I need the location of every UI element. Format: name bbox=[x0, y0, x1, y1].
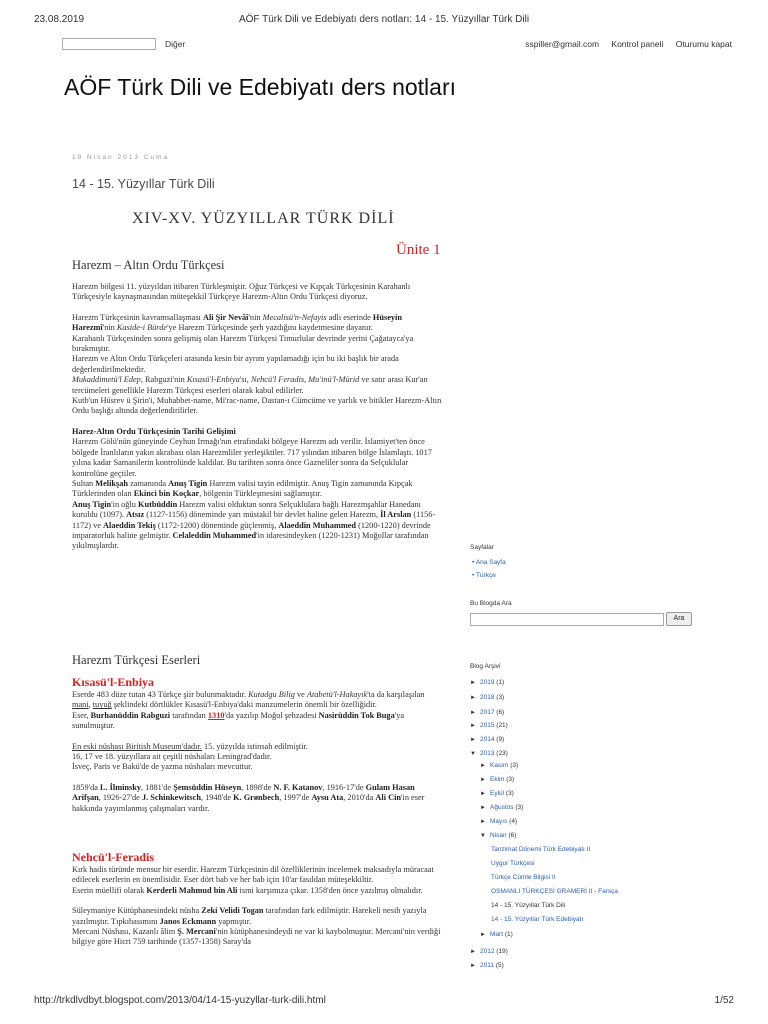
navbar-search-input[interactable] bbox=[62, 38, 156, 50]
section-heading-works: Harezm Türkçesi Eserleri bbox=[72, 653, 201, 667]
sidebar-pages-title: Sayfalar bbox=[470, 544, 494, 551]
sidebar-search-button[interactable]: Ara bbox=[666, 612, 692, 626]
section-heading-harezm: Harezm – Altın Ordu Türkçesi bbox=[72, 258, 225, 272]
expand-arrow-icon[interactable]: ► bbox=[470, 737, 476, 743]
post-body-part3: Kırk hadis türünde mensur bir eserdir. Harezm Türkçesinin dil özelliklerinin incelemek maksadıyla müracaat edilecek eserlerin en önemlisidir. Eser dört bab ve her bab için 10'ar fasıldan müteşekkiltir. Eserin müellifi olarak Kerderli Mahmud bin Ali ismi karşımıza çıkar. 1358'den önce yazılmış olmalıdır. Süleymaniye Kütüphanesindeki nüsha Zeki Velidi Togan tarafından fark edilmiştir. Harekeli nesih yazıyla yazılmıştır. Tıpkıbasımını Janos Eckmann yapmıştır. Mercani Nüshası, Kazanlı âlim Ş. Mercani'nin kütüphanesindeydi ne var ki kaybolmuştur. Mercani'nin verdiği bilgiye göre Hicri 759 tarihinde (1357-1358) Saray'da bbox=[72, 865, 441, 947]
archive-post-link[interactable]: Uygur Türkçesi bbox=[491, 860, 535, 867]
navbar-logout-link[interactable]: Oturumu kapat bbox=[675, 39, 732, 49]
main-heading: XIV-XV. YÜZYILLAR TÜRK DİLİ bbox=[132, 210, 395, 227]
archive-year-2012[interactable]: ► 2012 (19) bbox=[470, 948, 508, 955]
archive-post-current[interactable]: 14 - 15. Yüzyıllar Türk Dili bbox=[491, 902, 566, 909]
archive-month-mayis[interactable]: ► Mayıs (4) bbox=[480, 818, 518, 825]
expand-arrow-icon[interactable]: ► bbox=[480, 819, 486, 825]
collapse-arrow-icon[interactable]: ▼ bbox=[470, 751, 476, 757]
expand-arrow-icon[interactable]: ► bbox=[480, 932, 486, 938]
expand-arrow-icon[interactable]: ► bbox=[480, 763, 486, 769]
print-title: AÖF Türk Dili ve Edebiyatı ders notları: 14 - 15. Yüzyıllar Türk Dili bbox=[238, 14, 530, 25]
archive-month-ekim[interactable]: ► Ekim (3) bbox=[480, 776, 515, 783]
navbar-email[interactable]: sspiller@gmail.com bbox=[525, 39, 600, 49]
archive-year-2019[interactable]: ► 2019 (1) bbox=[470, 679, 505, 686]
blogger-navbar bbox=[62, 36, 732, 52]
post-title[interactable]: 14 - 15. Yüzyıllar Türk Dili bbox=[72, 177, 215, 191]
post-body-part2: Eserde 483 düze tutan 43 Türkçe şiir bulunmaktadır. Kutadgu Bilig ve Atabetü'l-Hakayık'ta da karşılaşılan mani, tuyuğ şeklindeki dörtlükler Kısasü'l-Enbiya'daki manzumelerin önemli bir özelliğidir. Eser, Burhanüddin Rabguzi tarafından 1310'da yazılıp Moğol şehzadesi Nasirüddin Tok Buga'ya sunulmuştur. En eski nüshası Biritish Museum'dadır. 15. yüzyılda istinsah edilmiştir. 16, 17 ve 18. yüzyıllara ait çeşitli nüshaları Leningrad'dadır. İsveç, Paris ve Bakü'de de yazma nüshaları mevcuttur. 1859'da L. İlminsky, 1881'de Şemsüddin Hüseyn, 1898'de N. F. Katanov, 1916-17'de Gulam Hasan Arifşan, 1926-27'de J. Schinkewitsch, 1948'de K. Grønbech, 1997'de Aysu Ata, 2010'da Ali Cin'in eser hakkında yayımlanmış çalışmaları vardır. bbox=[72, 690, 425, 813]
unit-label: Ünite 1 bbox=[396, 242, 441, 258]
work-heading-nehcul-feradis: Nehcü'l-Feradis bbox=[72, 850, 154, 864]
expand-arrow-icon[interactable]: ► bbox=[470, 949, 476, 955]
print-url: http://trkdlvdbyt.blogspot.com/2013/04/14-15-yuzyllar-turk-dili.html bbox=[34, 995, 326, 1006]
print-header bbox=[34, 14, 734, 28]
expand-arrow-icon[interactable]: ► bbox=[470, 695, 476, 701]
sidebar-search-title: Bu Blogda Ara bbox=[470, 600, 512, 607]
work-heading-kisasul-enbiya: Kısasü'l-Enbiya bbox=[72, 675, 155, 689]
archive-month-kasim[interactable]: ► Kasım (3) bbox=[480, 762, 519, 769]
archive-year-2013[interactable]: ▼ 2013 (23) bbox=[470, 750, 508, 757]
archive-year-2011[interactable]: ► 2011 (5) bbox=[470, 962, 504, 969]
archive-month-mart[interactable]: ► Mart (1) bbox=[480, 931, 513, 938]
expand-arrow-icon[interactable]: ► bbox=[470, 710, 476, 716]
navbar-dashboard-link[interactable]: Kontrol paneli bbox=[611, 39, 664, 49]
sidebar-archive-title: Blog Arşivi bbox=[470, 663, 501, 670]
archive-year-2014[interactable]: ► 2014 (9) bbox=[470, 736, 505, 743]
sidebar-page-turkce[interactable]: • Türkçe bbox=[472, 572, 496, 579]
navbar-user-links bbox=[515, 39, 732, 49]
archive-post-link[interactable]: Tanzimat Dönemi Türk Edebiyatı II bbox=[491, 846, 591, 853]
expand-arrow-icon[interactable]: ► bbox=[470, 723, 476, 729]
archive-post-link[interactable]: Türkçe Cümle Bilgisi II bbox=[491, 874, 556, 881]
blog-title[interactable]: AÖF Türk Dili ve Edebiyatı ders notları bbox=[64, 74, 456, 100]
print-page-number: 1/52 bbox=[714, 995, 734, 1006]
sidebar-page-home[interactable]: • Ana Sayfa bbox=[472, 559, 506, 566]
archive-month-eylul[interactable]: ► Eylül (3) bbox=[480, 790, 514, 797]
archive-month-agustos[interactable]: ► Ağustos (3) bbox=[480, 804, 524, 811]
archive-year-2018[interactable]: ► 2018 (3) bbox=[470, 694, 505, 701]
archive-year-2017[interactable]: ► 2017 (6) bbox=[470, 709, 505, 716]
print-footer bbox=[34, 995, 734, 1009]
archive-year-2015[interactable]: ► 2015 (21) bbox=[470, 722, 508, 729]
archive-post-link[interactable]: OSMANLI TÜRKÇESİ GRAMERİ II - Farsça bbox=[491, 888, 619, 895]
archive-month-nisan[interactable]: ▼ Nisan (6) bbox=[480, 832, 517, 839]
expand-arrow-icon[interactable]: ► bbox=[470, 963, 476, 969]
sidebar-search-input[interactable] bbox=[470, 613, 664, 626]
expand-arrow-icon[interactable]: ► bbox=[480, 791, 486, 797]
collapse-arrow-icon[interactable]: ▼ bbox=[480, 833, 486, 839]
post-body-part1: Harezm bölgesi 11. yüzyıldan itibaren Türkleşmiştir. Oğuz Türkçesi ve Kıpçak Türkçesinin Karahanlı Türkçesiyle kaynaşmasından müteşekkil Türkçeye Harezm-Altın Ordu Türkçesi diyoruz. Harezm Türkçesinin kavramsallaşması Ali Şir Nevâî'nin Mecalisü'n-Nefayis adlı eserinde Hüseyin Harezmî'nin Kaside-i Bürde'ye Harezm Türkçesinde şerh yazdığını kaydetmesine dayanır. Karahanlı Türkçesinden sonra gelişmiş olan Harezm Türkçesi Timurlular devrinde yerini Çağatayca'ya bırakmıştır. Harezm ve Altın Ordu Türkçeleri arasında kesin bir ayrım yapılamadığı için bu iki başlık bir arada değerlendirilmektedir. Mukaddimetü'l Edep, Rabguzi'nin Kısasü'l-Enbiya'sı, Nehcü'l Feradis, Mu'inü'l-Mürid ve satır arası Kur'an tercümeleri genellikle Harezm Türkçesi eserleri olarak kabul edilirler. Kutb'un Hüsrev ü Şirin'i, Muhabbet-name, Mi'rac-name, Dastan-ı Cümcüme ve yarlık ve bitikler Harezm-Altın Ordu başlığı altında değerlendirilirler. Harez-Altın Ordu Türkçesinin Tarihi Gelişimi Harezm Gölü'nün güneyinde Ceyhun Irmağı'nın etrafındaki bölgeye Harezm adı verilir. İslamiyet'ten önce bölgede İranlıların yakın akrabası olan Harezmliler yerleşiktiler. 717 yılından itibaren bölge İslamlaştı. 1017 yılına kadar Samanilerin kontrolünde kaldılar. Bu tarihten sonra önce Gazneliler sonra da Selçuklular kontrolüne geçtiler. Sultan Melikşah zamanında Anuş Tigin Harezm valisi tayin edilmiştir. Anuş Tigin zamanında Kıpçak Türklerinden olan Ekinci bin Koçkar, bölgenin Türkleşmesini sağlamıştır. Anuş Tigin'in oğlu Kutbüddin Harezm valisi olduktan sonra Selçuklulara bağlı Harezmşahlar Hanedanı kuruldu (1097). Atsız (1127-1156) döneminde yarı müstakil bir devlet haline gelen Harezm, İl Arslan (1156-1172) ve Alaeddin Tekiş (1172-1200) döneminde güçlenmiş, Alaeddin Muhammed (1200-1220) devrinde imparatorluk haline gelmiştir. Celaleddin Muhammed'in idaresindeyken (1220-1231) Moğollar tarafından yıkılmışlardır. bbox=[72, 282, 442, 551]
post-date: 19 Nisan 2013 Cuma bbox=[72, 154, 170, 161]
navbar-more-link[interactable]: Diğer bbox=[165, 39, 186, 49]
print-date: 23.08.2019 bbox=[34, 14, 85, 25]
expand-arrow-icon[interactable]: ► bbox=[470, 680, 476, 686]
expand-arrow-icon[interactable]: ► bbox=[480, 805, 486, 811]
archive-post-link[interactable]: 14 - 15. Yüzyıllar Türk Edebiyatı bbox=[491, 916, 584, 923]
expand-arrow-icon[interactable]: ► bbox=[480, 777, 486, 783]
